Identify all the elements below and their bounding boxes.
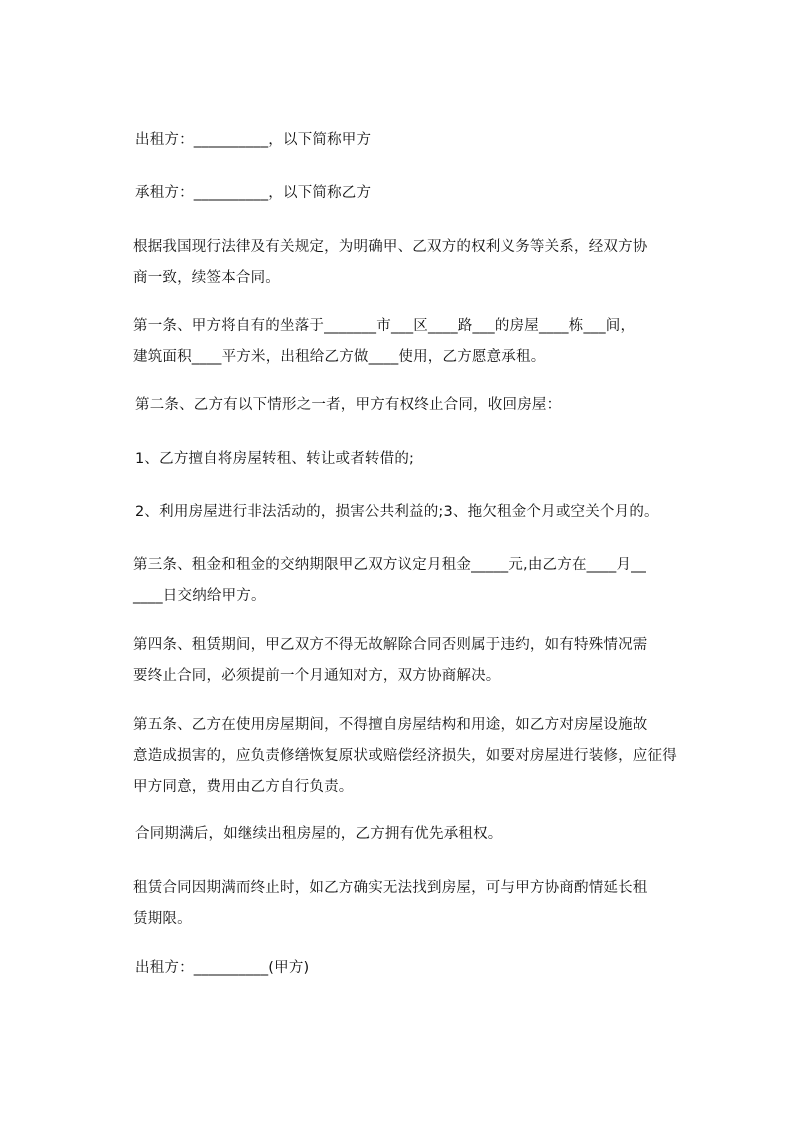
lessor-signature-line [135,953,705,984]
article-3-paragraph [135,550,705,612]
preamble-line-2: 商一致，续签本合同。 [133,270,280,286]
article-3-line-2: ____日交纳给甲方。 [133,588,266,604]
article-2-item-2-3 [135,497,705,528]
preamble-paragraph [135,232,705,294]
preamble-line-1: 根据我国现行法律及有关规定，为明确甲、乙双方的权利义务等关系，经双方协 [133,239,648,255]
article-2-item-2-3-text: 2、利用房屋进行非法活动的，损害公共利益的;3、拖欠租金个月或空关个月的。 [135,504,659,520]
article-5-line-1: 第五条、乙方在使用房屋期间，不得擅自房屋结构和用途，如乙方对房屋设施故 [133,717,648,733]
priority-lease-paragraph [135,819,705,850]
lessee-line [135,178,705,209]
lessor-signature-text: 出租方：__________(甲方) [135,960,310,976]
extension-line-2: 赁期限。 [133,911,192,927]
article-4-line-1: 第四条、租赁期间，甲乙双方不得无故解除合同否则属于违约，如有特殊情况需 [133,637,648,653]
article-3-line-1: 第三条、租金和租金的交纳期限甲乙双方议定月租金_____元,由乙方在____月__ [133,557,647,573]
lessor-line [135,125,705,156]
article-5-line-3: 甲方同意，费用由乙方自行负责。 [133,779,354,795]
article-1-line-2: 建筑面积____平方米，出租给乙方做____使用，乙方愿意承租。 [133,349,546,365]
article-4-paragraph [135,630,705,692]
lessor-text: 出租方：__________，以下简称甲方 [135,132,372,148]
article-5-line-2: 意造成损害的，应负责修缮恢复原状或赔偿经济损失，如要对房屋进行装修，应征得 [133,748,677,764]
article-2-item-1-text: 1、乙方擅自将房屋转租、转让或者转借的; [135,451,415,467]
article-2-paragraph [135,390,705,421]
lessee-text: 承租方：__________，以下简称乙方 [135,185,372,201]
article-4-line-2: 要终止合同，必须提前一个月通知对方，双方协商解决。 [133,668,501,684]
article-1-line-1: 第一条、甲方将自有的坐落于_______市___区____路___的房屋____栋___间， [133,318,636,334]
article-1-paragraph [135,311,705,373]
extension-line-1: 租赁合同因期满而终止时，如乙方确实无法找到房屋，可与甲方协商酌情延长租 [133,880,648,896]
article-5-paragraph [135,710,705,803]
article-2-item-1 [135,444,705,475]
priority-lease-text: 合同期满后，如继续出租房屋的，乙方拥有优先承租权。 [135,826,503,842]
article-2-text: 第二条、乙方有以下情形之一者，甲方有权终止合同，收回房屋： [135,397,562,413]
extension-paragraph [135,873,705,935]
